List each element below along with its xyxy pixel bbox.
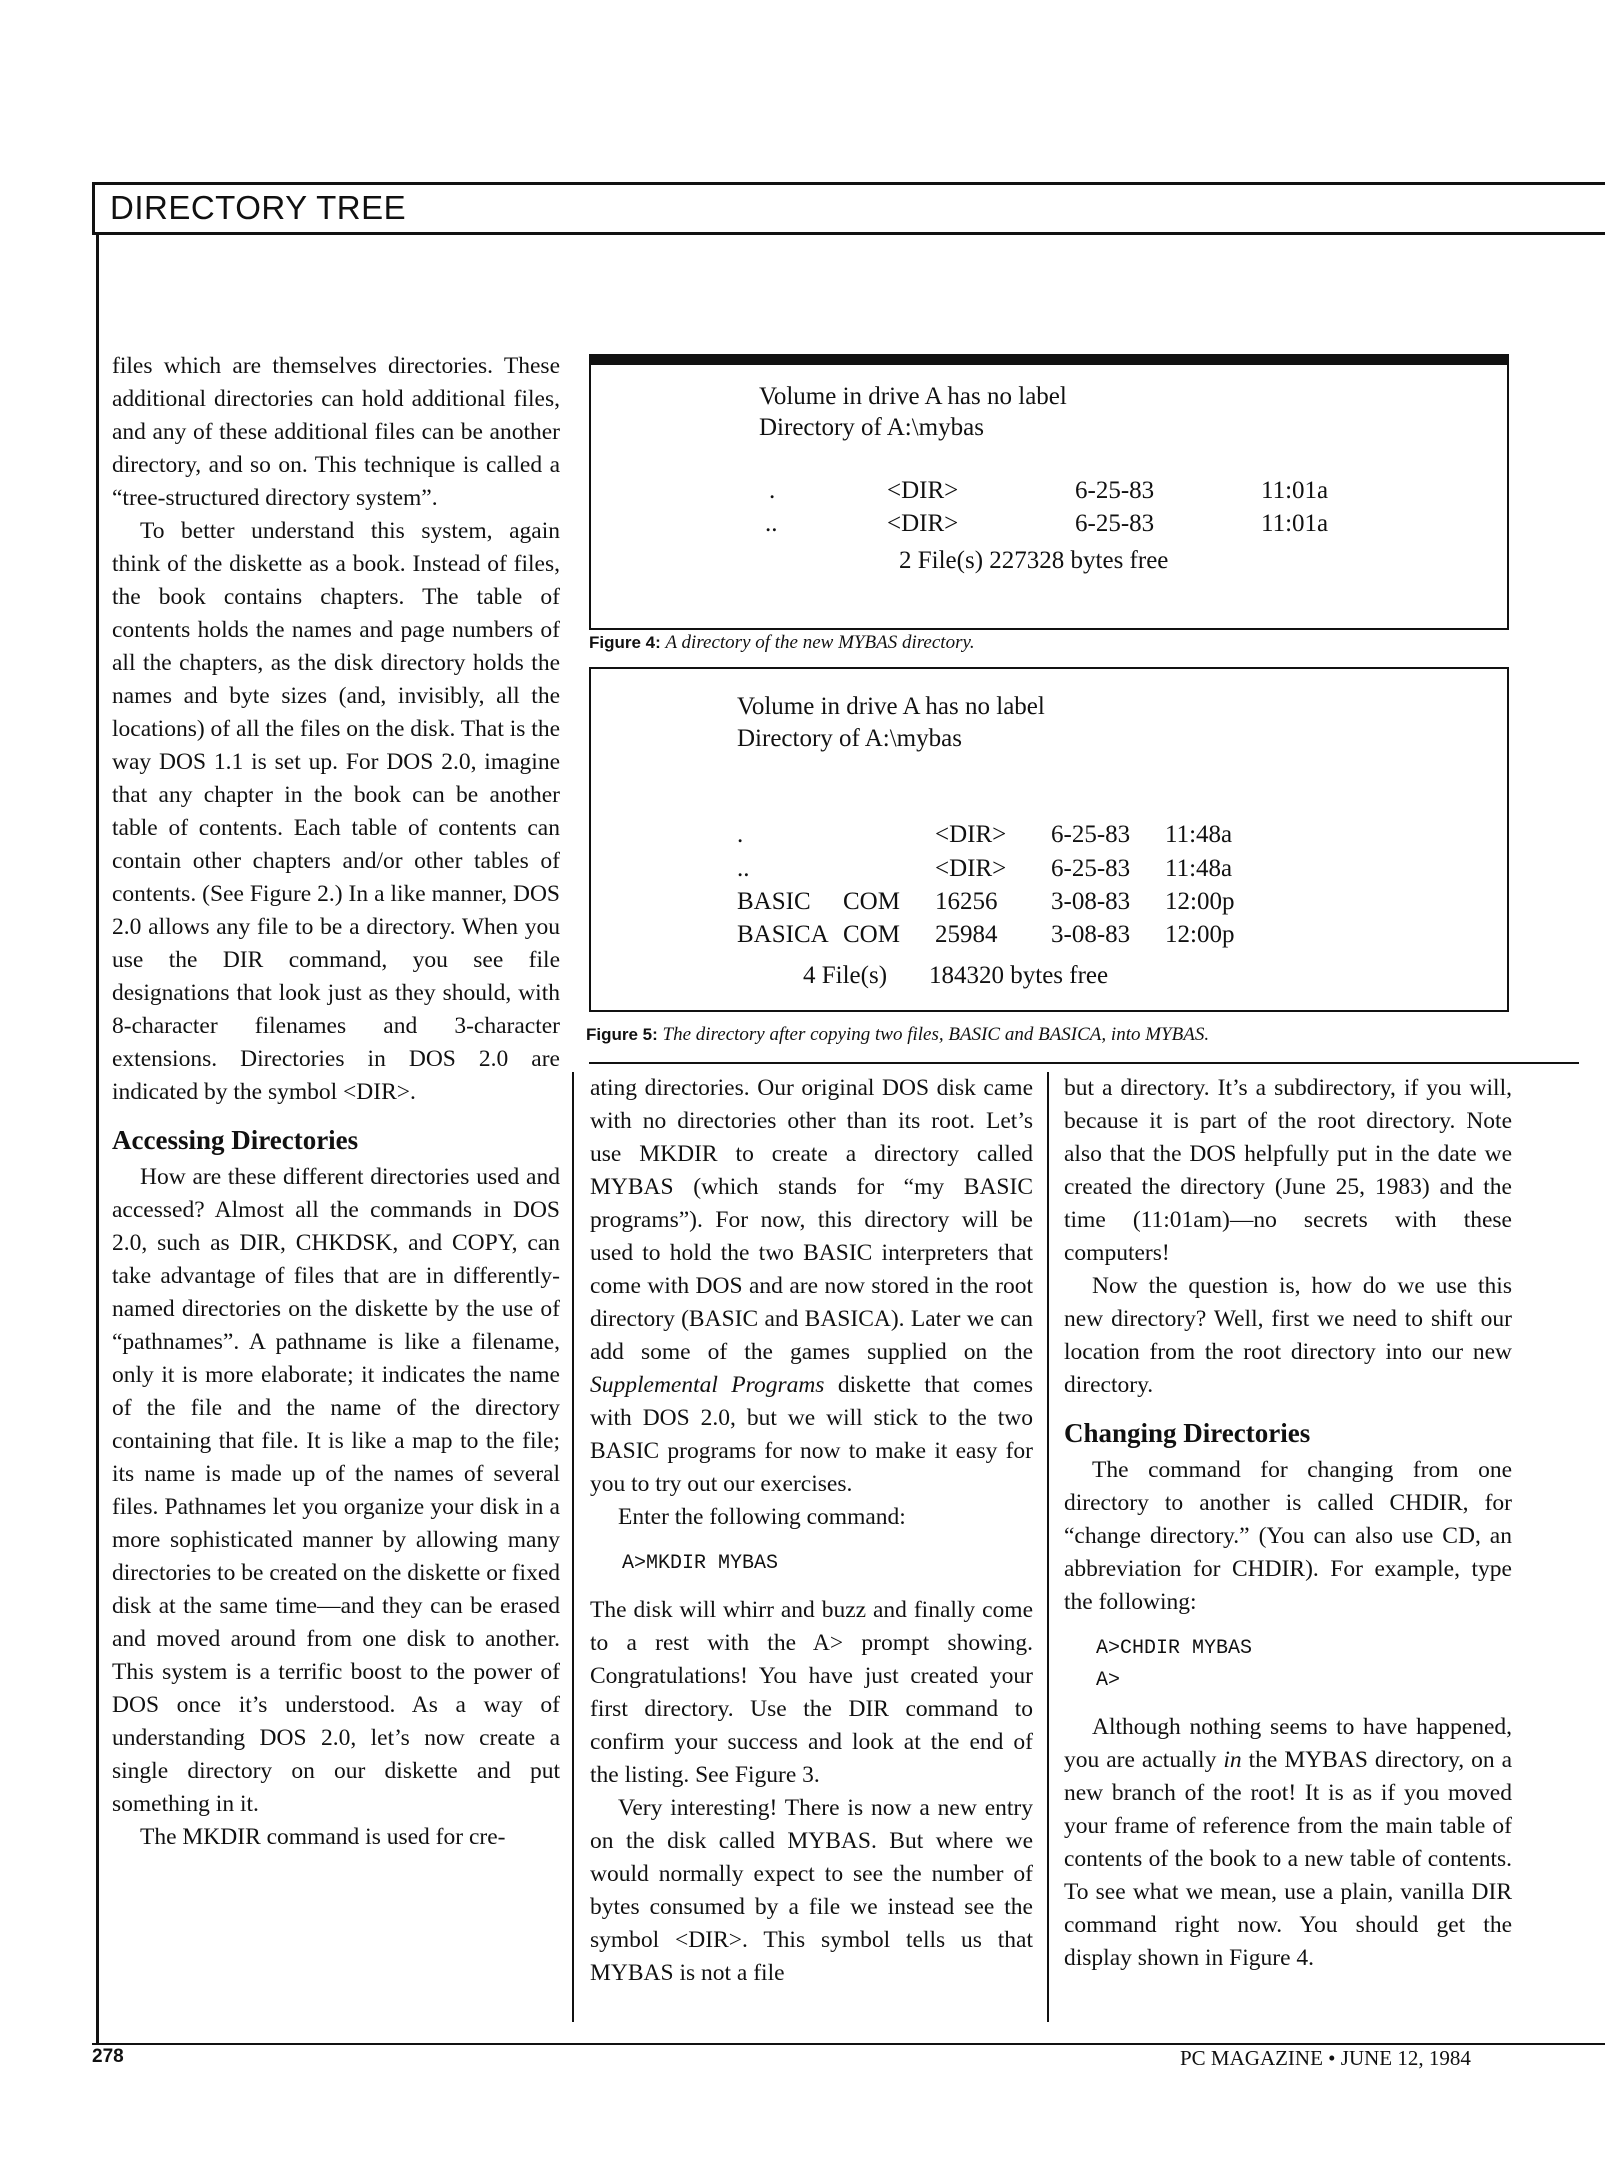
fig5-row2-date: 6-25-83 <box>1051 855 1131 882</box>
paragraph: The command for changing from one directory to another is called CHDIR, for “change directory.” (You can also use CD, an abbreviation for CHDIR). For example, type the following: <box>1064 1457 1512 1615</box>
footer-rule <box>92 2043 1605 2045</box>
fig4-row2-name: .. <box>765 510 778 537</box>
fig5-row3-name: BASIC <box>737 888 811 915</box>
fig4-row2-date: 6-25-83 <box>1075 510 1155 537</box>
subheading-changing-directories: Changing Directories <box>1064 1418 1311 1448</box>
caption-label: Figure 4: <box>589 633 661 652</box>
fig5-row4-time: 12:00p <box>1165 921 1235 948</box>
fig4-row1-time: 11:01a <box>1261 477 1329 504</box>
fig5-row3-time: 12:00p <box>1165 888 1235 915</box>
fig4-directory-line: Directory of A:\mybas <box>759 414 984 441</box>
fig4-summary: 2 File(s) 227328 bytes free <box>899 547 1169 574</box>
figure-bottom-rule <box>589 1062 1579 1064</box>
fig5-summary-count: 4 File(s) <box>803 962 888 989</box>
caption-text: A directory of the new MYBAS directory. <box>665 632 975 653</box>
paragraph: How are these different directories used and accessed? Almost all the commands in DOS 2.0, such as DIR, CHKDSK, and COPY, can take advantage of files that are in differently-named directories on the diskette by the use of “pathnames”. A pathname is like a filename, only it is more elaborate; it indicates the name of the file and the name of the directory containing that file. It is like a map to the file; its name is made up of the names of several files. Pathnames let you organize your disk in a more sophisticated manner by allowing many directories to be created on the diskette or fixed disk at the same time—and they can be erased and moved around from one disk to another. This system is a terrific boost to the power of DOS once it’s understood. As a way of understanding DOS 2.0, let’s now create a single directory on our diskette and put something in it. <box>112 1164 560 1817</box>
figure-4-box <box>589 354 1509 630</box>
caption-text: The directory after copying two files, BASIC and BASICA, into MYBAS. <box>662 1024 1210 1045</box>
figure-4-caption <box>589 632 975 654</box>
fig5-row3-date: 3-08-83 <box>1051 888 1131 915</box>
fig5-row3-ext: COM <box>843 888 900 915</box>
fig5-directory-line: Directory of A:\mybas <box>737 725 962 752</box>
fig5-row2-size: <DIR> <box>935 855 1007 882</box>
paragraph-text: Although nothing seems to have happened, you are actually <box>1064 1714 1512 1773</box>
caption-label: Figure 5: <box>586 1025 658 1044</box>
fig4-row2-type: <DIR> <box>887 510 959 537</box>
code-mkdir: A>MKDIR MYBAS <box>622 1552 779 1575</box>
paragraph: files which are themselves directories. These additional directories can hold additional files, and any of these additional files can be another directory, and so on. This technique is called a “tree-structured directory system”. <box>112 353 560 511</box>
article-column-3 <box>1064 1072 1512 1975</box>
fig4-row1-type: <DIR> <box>887 477 959 504</box>
paragraph: Very interesting! There is now a new entry on the disk called MYBAS. But where we would normally expect to see the number of bytes consumed by a file we instead see the symbol <DIR>. This symbol tells us that MYBAS is not a file <box>590 1795 1033 1986</box>
figure-5-caption <box>586 1024 1209 1046</box>
fig5-row2-time: 11:48a <box>1165 855 1233 882</box>
paragraph: Now the question is, how do we use this new directory? Well, first we need to shift our location from the root directory into our new directory. <box>1064 1273 1512 1398</box>
fig5-row1-date: 6-25-83 <box>1051 821 1131 848</box>
paragraph-italic: in <box>1223 1747 1242 1773</box>
figure-5-box <box>589 667 1509 1012</box>
paragraph-text: the MYBAS directory, on a new branch of the root! It is as if you moved your frame of reference from the main table of contents of the book to a new table of contents. To see what we mean, use a plain, vanilla DIR command right now. You should get the display shown in Figure 4. <box>1064 1747 1512 1971</box>
paragraph: Enter the following command: <box>618 1504 906 1530</box>
header-left-bar <box>92 182 95 235</box>
column-divider <box>572 1072 574 2022</box>
header-rule-bottom <box>92 232 1605 235</box>
paragraph <box>590 1072 1033 1501</box>
fig4-row1-name: . <box>769 477 776 504</box>
fig5-volume-line: Volume in drive A has no label <box>737 693 1045 720</box>
code-prompt: A> <box>1096 1669 1121 1692</box>
fig5-summary-free: 184320 bytes free <box>929 962 1109 989</box>
fig5-row1-size: <DIR> <box>935 821 1007 848</box>
paragraph: The MKDIR command is used for cre- <box>140 1824 506 1850</box>
header-rule-top <box>92 182 1605 185</box>
fig5-row1-name: . <box>737 821 744 848</box>
paragraph-italic: Supplemental Programs <box>590 1372 825 1398</box>
paragraph: To better understand this system, again think of the diskette as a book. Instead of files, the book contains chapters. The table of contents holds the names and page numbers of all the chapters, as the disk directory holds the names and byte sizes (and, invisibly, all the locations) of all the files on the disk. That is the way DOS 1.1 is set up. For DOS 2.0, imagine that any chapter in the book can be another table of contents. Each table of contents can contain other chapters and/or other tables of contents. (See Figure 2.) In a like manner, DOS 2.0 allows any file to be a directory. When you use the DIR command, you see file designations that look just as they should, with 8-character filenames and 3-character extensions. Directories in DOS 2.0 are indicated by the symbol <DIR>. <box>112 518 560 1105</box>
paragraph-text: ating directories. Our original DOS disk came with no directories other than its root. Let’s use MKDIR to create a directory called MYBAS (which stands for “my BASIC programs”). For now, this directory will be used to hold the two BASIC interpreters that come with DOS and are now stored in the root directory (BASIC and BASICA). Later we can add some of the games supplied on the <box>590 1075 1033 1365</box>
article-column-2 <box>590 1072 1033 1990</box>
subheading-accessing-directories: Accessing Directories <box>112 1125 359 1155</box>
page-left-rule <box>96 235 99 2043</box>
fig4-row1-date: 6-25-83 <box>1075 477 1155 504</box>
paragraph-text: diskette that comes with DOS 2.0, but we will stick to the two BASIC programs for now to make it easy for you to try out our exercises. <box>590 1372 1033 1497</box>
publication-info: PC MAGAZINE • JUNE 12, 1984 <box>1180 2046 1471 2070</box>
paragraph: but a directory. It’s a subdirectory, if you will, because it is part of the root directory. Note also that the DOS helpfully put in the date we created the directory (June 25, 1983) and the time (11:01am)—no secrets with these computers! <box>1064 1075 1512 1266</box>
article-column-1 <box>112 350 560 1854</box>
paragraph: The disk will whirr and buzz and finally come to a rest with the A> prompt showing. Congratulations! You have just created your first directory. Use the DIR command to confirm your success and look at the end of the listing. See Figure 3. <box>590 1597 1033 1788</box>
fig5-row4-date: 3-08-83 <box>1051 921 1131 948</box>
fig5-row3-size: 16256 <box>935 888 998 915</box>
section-title: DIRECTORY TREE <box>110 189 407 226</box>
fig5-row1-time: 11:48a <box>1165 821 1233 848</box>
fig4-row2-time: 11:01a <box>1261 510 1329 537</box>
page-number: 278 <box>92 2046 124 2067</box>
column-divider <box>1047 1072 1049 2022</box>
paragraph <box>1064 1711 1512 1975</box>
fig4-volume-line: Volume in drive A has no label <box>759 383 1067 410</box>
fig5-row4-name: BASICA <box>737 921 829 948</box>
fig5-row4-ext: COM <box>843 921 900 948</box>
fig5-row4-size: 25984 <box>935 921 998 948</box>
code-chdir: A>CHDIR MYBAS <box>1096 1637 1253 1660</box>
fig5-row2-name: .. <box>737 855 750 882</box>
